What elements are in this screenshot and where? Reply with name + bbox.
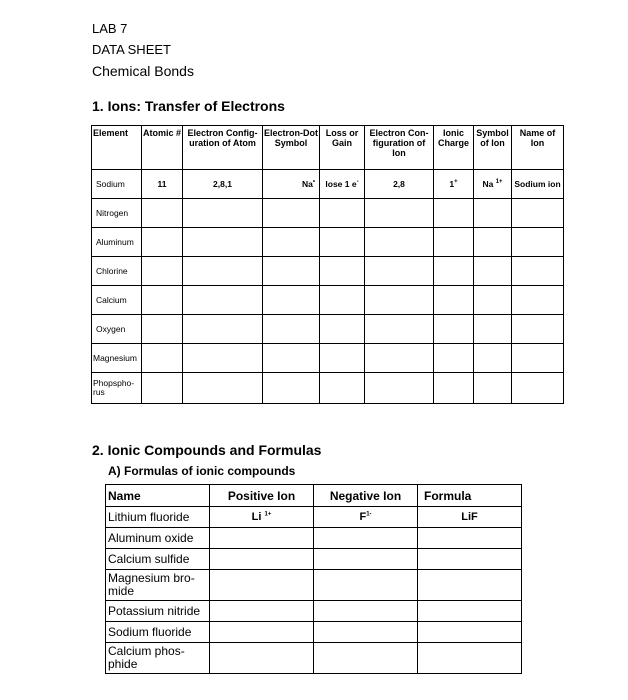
loss-gain-text: lose 1 e: [325, 179, 357, 189]
blank-cell[interactable]: [512, 315, 564, 344]
negative-ion-text: F: [359, 510, 367, 523]
ion-config-cell: 2,8: [365, 170, 434, 199]
blank-cell[interactable]: [210, 643, 314, 674]
col-symbol: Symbol of Ion: [474, 126, 512, 170]
loss-gain-cell: [320, 170, 365, 199]
col-positive-ion: Positive Ion: [210, 485, 314, 507]
blank-cell[interactable]: [183, 315, 263, 344]
element-cell: Aluminum: [92, 228, 142, 257]
blank-cell[interactable]: [142, 315, 183, 344]
ionic-compounds-table: [105, 484, 522, 674]
section-2-title: 2. Ionic Compounds and Formulas: [92, 442, 322, 458]
compounds-header-row: [106, 485, 522, 507]
blank-cell[interactable]: [365, 373, 434, 404]
blank-cell[interactable]: [142, 344, 183, 373]
atomic-cell: 11: [142, 170, 183, 199]
blank-cell[interactable]: [474, 286, 512, 315]
blank-cell[interactable]: [183, 199, 263, 228]
table-row: [92, 286, 564, 315]
blank-cell[interactable]: [142, 286, 183, 315]
table-row: [106, 570, 522, 601]
charge-sup: +: [454, 179, 458, 186]
document-title: Chemical Bonds: [92, 63, 194, 79]
blank-cell[interactable]: [365, 286, 434, 315]
blank-cell[interactable]: [365, 315, 434, 344]
col-config: Electron Config-uration of Atom: [183, 126, 263, 170]
blank-cell[interactable]: [263, 344, 320, 373]
blank-cell[interactable]: [314, 622, 418, 643]
symbol-cell: [474, 170, 512, 199]
compound-name-cell: Potassium nitride: [106, 601, 210, 622]
blank-cell[interactable]: [263, 228, 320, 257]
table-row: [106, 622, 522, 643]
charge-cell: [434, 170, 474, 199]
col-loss-gain: Loss or Gain: [320, 126, 365, 170]
element-cell: Calcium: [92, 286, 142, 315]
positive-ion-cell: [210, 507, 314, 528]
blank-cell[interactable]: [320, 315, 365, 344]
blank-cell[interactable]: [434, 344, 474, 373]
compound-name-cell: Magnesium bro-mide: [106, 570, 210, 601]
col-atomic: Atomic #: [142, 126, 183, 170]
blank-cell[interactable]: [183, 257, 263, 286]
col-compound-name: Name: [106, 485, 210, 507]
blank-cell[interactable]: [365, 344, 434, 373]
blank-cell[interactable]: [434, 228, 474, 257]
negative-ion-sup: 1-: [366, 510, 372, 517]
blank-cell[interactable]: [314, 570, 418, 601]
blank-cell[interactable]: [474, 257, 512, 286]
blank-cell[interactable]: [434, 286, 474, 315]
blank-cell[interactable]: [474, 373, 512, 404]
blank-cell[interactable]: [434, 257, 474, 286]
blank-cell[interactable]: [320, 286, 365, 315]
blank-cell[interactable]: [183, 286, 263, 315]
charge-text: 1: [449, 179, 455, 189]
blank-cell[interactable]: [320, 199, 365, 228]
compound-name-cell: Calcium phos-phide: [106, 643, 210, 674]
element-cell: Phopspho-rus: [92, 373, 142, 404]
blank-cell[interactable]: [418, 622, 522, 643]
compound-name-cell: Sodium fluoride: [106, 622, 210, 643]
blank-cell[interactable]: [183, 344, 263, 373]
blank-cell[interactable]: [210, 528, 314, 549]
table-row: [92, 315, 564, 344]
blank-cell[interactable]: [142, 199, 183, 228]
ions-header-row: [92, 126, 564, 170]
positive-ion-text: Li: [251, 510, 262, 523]
blank-cell[interactable]: [512, 344, 564, 373]
name-cell: Sodium ion: [512, 170, 564, 199]
blank-cell[interactable]: [314, 549, 418, 570]
symbol-sup: 1+: [495, 179, 503, 186]
blank-cell[interactable]: [512, 228, 564, 257]
table-row: [92, 170, 564, 199]
compound-name-cell: Lithium fluoride: [106, 507, 210, 528]
blank-cell[interactable]: [142, 257, 183, 286]
blank-cell[interactable]: [474, 228, 512, 257]
blank-cell[interactable]: [418, 549, 522, 570]
section-2a-subtitle: A) Formulas of ionic compounds: [108, 464, 296, 478]
negative-ion-cell: [314, 507, 418, 528]
blank-cell[interactable]: [142, 228, 183, 257]
symbol-text: Na: [482, 179, 494, 189]
table-row: [106, 528, 522, 549]
col-ion-config: Electron Con-figuration of Ion: [365, 126, 434, 170]
blank-cell[interactable]: [512, 286, 564, 315]
element-cell: Chlorine: [92, 257, 142, 286]
col-formula: Formula: [418, 485, 522, 507]
blank-cell[interactable]: [320, 373, 365, 404]
blank-cell[interactable]: [512, 199, 564, 228]
blank-cell[interactable]: [320, 344, 365, 373]
blank-cell[interactable]: [210, 570, 314, 601]
element-cell: Sodium: [92, 170, 142, 199]
blank-cell[interactable]: [263, 199, 320, 228]
blank-cell[interactable]: [474, 344, 512, 373]
blank-cell[interactable]: [512, 373, 564, 404]
blank-cell[interactable]: [418, 528, 522, 549]
col-name: Name of Ion: [512, 126, 564, 170]
blank-cell[interactable]: [210, 549, 314, 570]
blank-cell[interactable]: [314, 643, 418, 674]
table-row: [92, 344, 564, 373]
table-row: [92, 199, 564, 228]
blank-cell[interactable]: [418, 643, 522, 674]
blank-cell[interactable]: [314, 601, 418, 622]
electron-dot: •: [312, 179, 315, 186]
element-cell: Magnesium: [92, 344, 142, 373]
loss-gain-sup: -: [356, 179, 359, 186]
lab-label: LAB 7: [92, 21, 128, 36]
table-row: [92, 228, 564, 257]
blank-cell[interactable]: [320, 257, 365, 286]
blank-cell[interactable]: [418, 601, 522, 622]
table-row: [106, 549, 522, 570]
blank-cell[interactable]: [183, 228, 263, 257]
table-row: [92, 373, 564, 404]
blank-cell[interactable]: [263, 286, 320, 315]
blank-cell[interactable]: [210, 622, 314, 643]
table-row: [92, 257, 564, 286]
data-sheet-label: DATA SHEET: [92, 42, 171, 57]
blank-cell[interactable]: [183, 373, 263, 404]
blank-cell[interactable]: [210, 601, 314, 622]
blank-cell[interactable]: [263, 373, 320, 404]
blank-cell[interactable]: [142, 373, 183, 404]
dot-symbol-cell: [263, 170, 320, 199]
blank-cell[interactable]: [512, 257, 564, 286]
table-row: [106, 601, 522, 622]
blank-cell[interactable]: [474, 315, 512, 344]
blank-cell[interactable]: [365, 199, 434, 228]
blank-cell[interactable]: [314, 528, 418, 549]
element-cell: Nitrogen: [92, 199, 142, 228]
blank-cell[interactable]: [418, 570, 522, 601]
col-dot-symbol: Electron-Dot Symbol: [263, 126, 320, 170]
col-negative-ion: Negative Ion: [314, 485, 418, 507]
blank-cell[interactable]: [365, 257, 434, 286]
dot-symbol-text: Na: [302, 179, 313, 189]
positive-ion-sup: 1+: [264, 510, 272, 517]
formula-cell: LiF: [418, 507, 522, 528]
col-element: Element: [92, 126, 142, 170]
element-cell: Oxygen: [92, 315, 142, 344]
config-cell: 2,8,1: [183, 170, 263, 199]
compound-name-cell: Calcium sulfide: [106, 549, 210, 570]
table-row: [106, 643, 522, 674]
blank-cell[interactable]: [365, 228, 434, 257]
blank-cell[interactable]: [263, 257, 320, 286]
compound-name-cell: Aluminum oxide: [106, 528, 210, 549]
col-charge: Ionic Charge: [434, 126, 474, 170]
blank-cell[interactable]: [434, 315, 474, 344]
blank-cell[interactable]: [434, 199, 474, 228]
blank-cell[interactable]: [434, 373, 474, 404]
section-1-title: 1. Ions: Transfer of Electrons: [92, 98, 285, 114]
blank-cell[interactable]: [320, 228, 365, 257]
blank-cell[interactable]: [474, 199, 512, 228]
blank-cell[interactable]: [263, 315, 320, 344]
table-row: [106, 507, 522, 528]
ions-table: [91, 125, 564, 404]
